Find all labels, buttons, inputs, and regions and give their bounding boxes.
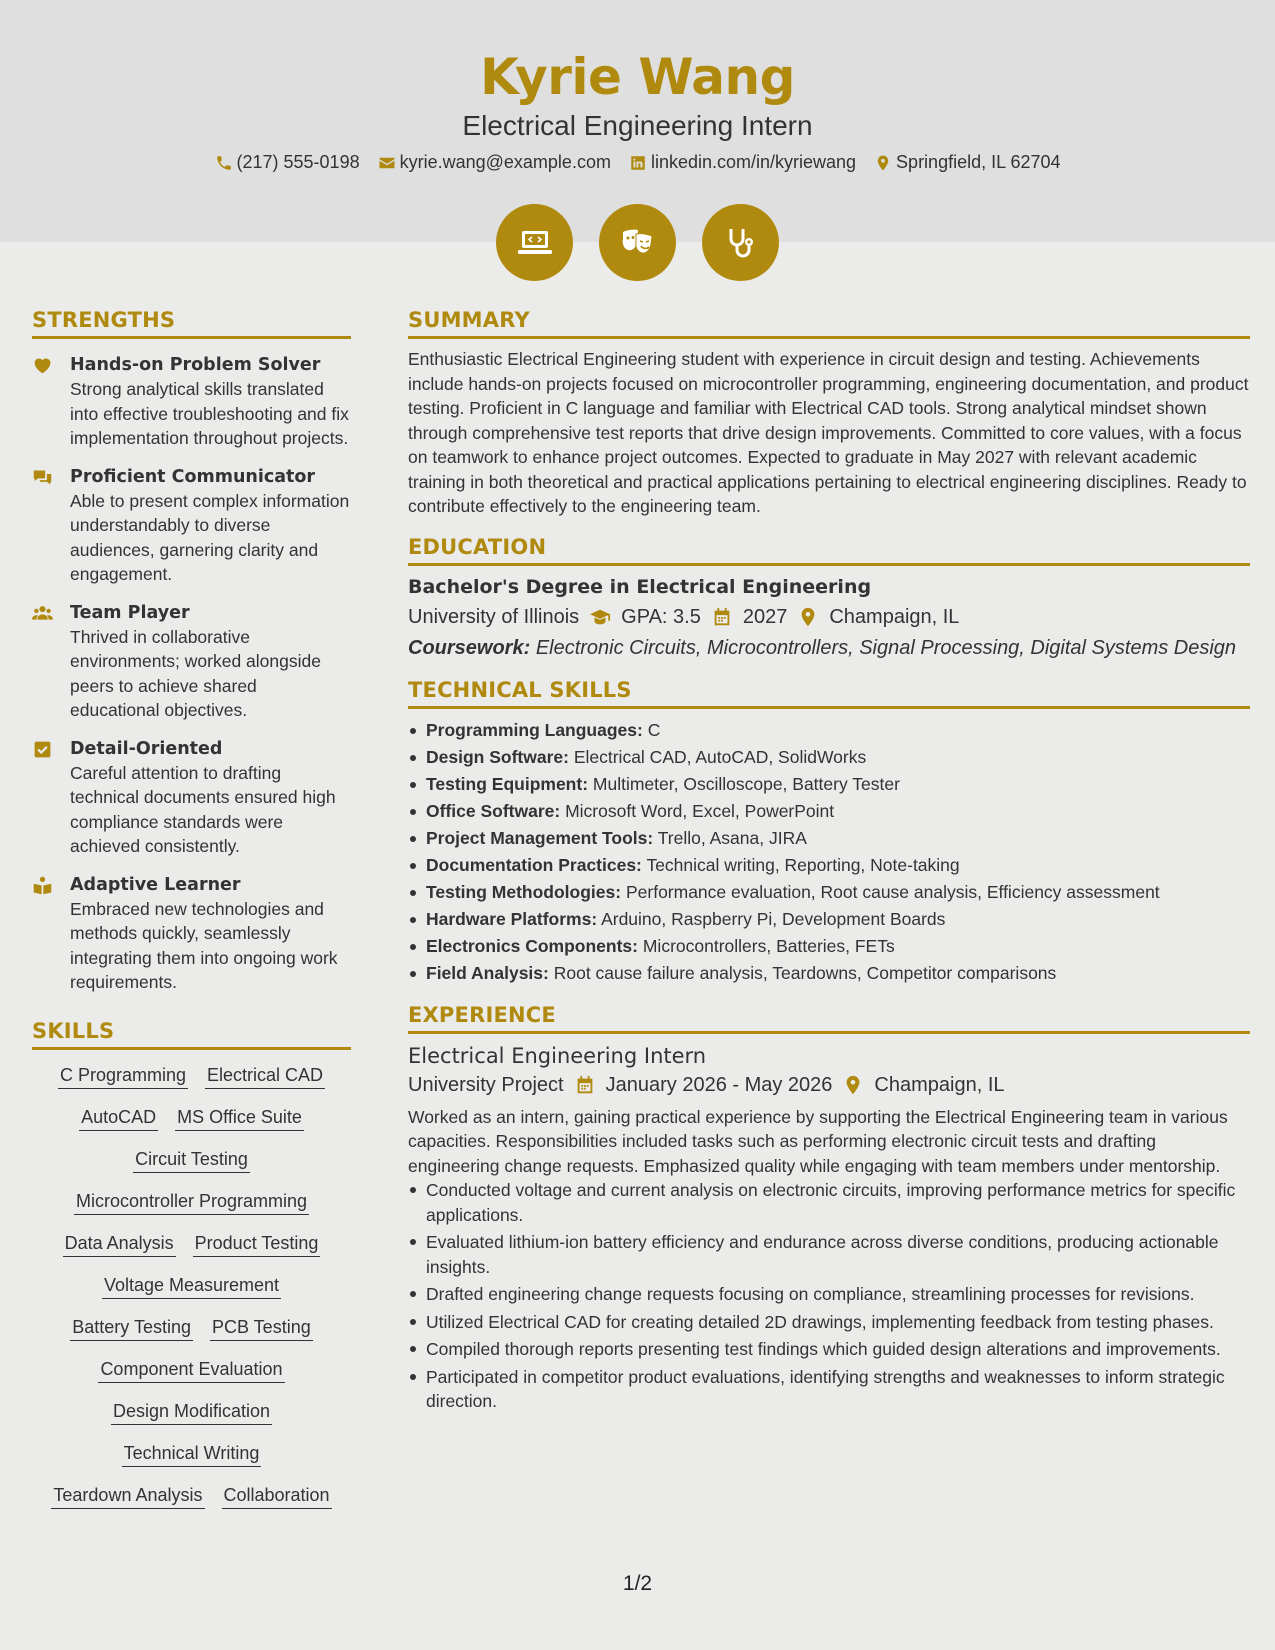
list-item: Conducted voltage and current analysis on electronic circuits, improving performance metrics for specific applications. bbox=[408, 1178, 1250, 1227]
skill-tag: Technical Writing bbox=[122, 1442, 262, 1467]
summary-heading: SUMMARY bbox=[408, 308, 1250, 339]
strength-title: Team Player bbox=[70, 602, 190, 623]
comments-icon bbox=[32, 467, 53, 488]
strengths-heading: STRENGTHS bbox=[32, 308, 351, 339]
tech-value: Microcontrollers, Batteries, FETs bbox=[642, 935, 895, 956]
strength-item bbox=[32, 465, 351, 587]
job-title: Electrical Engineering Intern bbox=[462, 110, 813, 141]
skill-tag: MS Office Suite bbox=[175, 1106, 304, 1131]
contact-location bbox=[874, 152, 1060, 173]
tech-label: Hardware Platforms: bbox=[426, 908, 598, 929]
list-item bbox=[408, 960, 1250, 987]
calendar-icon bbox=[711, 606, 733, 628]
stethoscope-icon bbox=[702, 204, 779, 281]
strength-title: Proficient Communicator bbox=[70, 466, 316, 487]
strength-title: Adaptive Learner bbox=[70, 874, 241, 895]
experience-org: University Project bbox=[408, 1073, 564, 1096]
check-square-icon bbox=[32, 739, 53, 760]
tech-value: Arduino, Raspberry Pi, Development Boards bbox=[601, 908, 946, 929]
tech-label: Testing Equipment: bbox=[426, 773, 589, 794]
tech-value: Trello, Asana, JIRA bbox=[657, 827, 807, 848]
list-item: Utilized Electrical CAD for creating detailed 2D drawings, implementing feedback from testing phases. bbox=[408, 1310, 1250, 1335]
map-pin-icon bbox=[842, 1074, 864, 1096]
book-reader-icon bbox=[32, 875, 53, 896]
left-column bbox=[32, 308, 351, 1509]
envelope-icon bbox=[378, 154, 396, 172]
skill-tag: Component Evaluation bbox=[98, 1358, 284, 1383]
summary-text: Enthusiastic Electrical Engineering student with experience in circuit design and testing. Achievements include hands-on projects focused on microcontroller programming, engineering documentation, and product testing. Proficient in C language and familiar with Electrical CAD tools. Strong analytical mindset shown through comprehensive test reports that drive design improvements. Committed to core values, with a focus on teamwork to enhance project outcomes. Expected to graduate in May 2027 with relevant academic training in both theoretical and practical applications pertaining to electrical engineering disciplines. Ready to contribute effectively to the engineering team. bbox=[408, 349, 1249, 516]
calendar-icon bbox=[574, 1074, 596, 1096]
technical-skills-list bbox=[408, 717, 1250, 987]
contact-linkedin[interactable] bbox=[629, 152, 856, 173]
skills-heading: SKILLS bbox=[32, 1019, 351, 1050]
list-item bbox=[408, 744, 1250, 771]
tech-value: Performance evaluation, Root cause analysis, Efficiency assessment bbox=[625, 881, 1160, 902]
candidate-name: Kyrie Wang bbox=[480, 48, 795, 106]
skill-tag: Circuit Testing bbox=[133, 1148, 250, 1173]
phone-text: (217) 555-0198 bbox=[236, 152, 360, 172]
list-item: Evaluated lithium-ion battery efficiency and endurance across diverse conditions, producing actionable insights. bbox=[408, 1230, 1250, 1279]
list-item: Participated in competitor product evaluations, identifying strengths and weaknesses to inform strategic direction. bbox=[408, 1365, 1250, 1414]
page-number: 1/2 bbox=[622, 1572, 653, 1595]
gpa: GPA: 3.5 bbox=[621, 605, 701, 628]
skill-tag: Design Modification bbox=[111, 1400, 272, 1425]
tech-value: C bbox=[647, 719, 661, 740]
tech-label: Project Management Tools: bbox=[426, 827, 654, 848]
contact-bar bbox=[0, 152, 1275, 173]
heart-icon bbox=[32, 355, 53, 376]
experience-location: Champaign, IL bbox=[874, 1073, 1005, 1096]
skill-tag: Product Testing bbox=[193, 1232, 321, 1257]
graduation-cap-icon bbox=[589, 606, 611, 628]
technical-skills-heading: TECHNICAL SKILLS bbox=[408, 678, 1250, 709]
strength-item bbox=[32, 353, 351, 451]
strength-desc: Strong analytical skills translated into effective troubleshooting and fix implementation throughout projects. bbox=[70, 379, 349, 448]
skill-tag: Data Analysis bbox=[63, 1232, 176, 1257]
experience-details bbox=[408, 1074, 1250, 1097]
school-name: University of Illinois bbox=[408, 605, 580, 628]
list-item bbox=[408, 906, 1250, 933]
experience-dates: January 2026 - May 2026 bbox=[605, 1073, 833, 1096]
phone-icon bbox=[215, 154, 233, 172]
strength-desc: Able to present complex information understandably to diverse audiences, garnering clarity and engagement. bbox=[70, 490, 350, 584]
experience-desc: Worked as an intern, gaining practical experience by supporting the Electrical Engineering team in various capacities. Responsibilities included tasks such as performing electronic circuit tests and drafting engineering change requests. Emphasized quality while engaging with team members under mentorship. bbox=[408, 1106, 1228, 1176]
strength-title: Detail-Oriented bbox=[70, 738, 223, 759]
skill-tag: Electrical CAD bbox=[205, 1064, 325, 1089]
strength-desc: Thrived in collaborative environments; worked alongside peers to achieve shared educational objectives. bbox=[70, 626, 321, 720]
list-item bbox=[408, 717, 1250, 744]
tech-label: Electronics Components: bbox=[426, 935, 638, 956]
email-text: kyrie.wang@example.com bbox=[399, 152, 611, 172]
coursework-label: Coursework: bbox=[408, 636, 531, 659]
map-pin-icon bbox=[797, 606, 819, 628]
location-text: Springfield, IL 62704 bbox=[896, 152, 1061, 172]
list-item bbox=[408, 933, 1250, 960]
strength-title: Hands-on Problem Solver bbox=[70, 355, 321, 375]
skill-tag: Battery Testing bbox=[70, 1316, 193, 1341]
tech-label: Programming Languages: bbox=[426, 719, 643, 740]
list-item bbox=[408, 879, 1250, 906]
coursework bbox=[408, 637, 1250, 660]
experience-bullets bbox=[408, 1178, 1250, 1414]
tech-value: Microsoft Word, Excel, PowerPoint bbox=[565, 800, 835, 821]
list-item bbox=[408, 771, 1250, 798]
list-item: Compiled thorough reports presenting test findings which guided design alterations and improvements. bbox=[408, 1337, 1250, 1362]
experience-heading: EXPERIENCE bbox=[408, 1003, 1250, 1034]
contact-phone[interactable] bbox=[215, 152, 360, 173]
tech-value: Root cause failure analysis, Teardowns, Competitor comparisons bbox=[553, 962, 1057, 983]
laptop-code-icon bbox=[496, 204, 573, 281]
list-item: Drafted engineering change requests focusing on compliance, streamlining processes for revisions. bbox=[408, 1282, 1250, 1307]
tech-label: Design Software: bbox=[426, 746, 569, 767]
list-item bbox=[408, 852, 1250, 879]
skill-tag: Collaboration bbox=[222, 1484, 332, 1509]
contact-email[interactable] bbox=[378, 152, 611, 173]
list-item bbox=[408, 798, 1250, 825]
tech-value: Technical writing, Reporting, Note-taking bbox=[646, 854, 960, 875]
skill-tag: AutoCAD bbox=[79, 1106, 158, 1131]
strength-item bbox=[32, 601, 351, 723]
tech-label: Documentation Practices: bbox=[426, 854, 642, 875]
tech-label: Field Analysis: bbox=[426, 962, 549, 983]
tech-label: Office Software: bbox=[426, 800, 561, 821]
strength-item bbox=[32, 873, 351, 995]
coursework-text: Electronic Circuits, Microcontrollers, Signal Processing, Digital Systems Design bbox=[535, 636, 1237, 659]
degree-title: Bachelor's Degree in Electrical Engineering bbox=[408, 575, 872, 598]
skill-tag: Microcontroller Programming bbox=[74, 1190, 309, 1215]
education-heading: EDUCATION bbox=[408, 535, 1250, 566]
skill-tag: Teardown Analysis bbox=[51, 1484, 204, 1509]
tech-value: Electrical CAD, AutoCAD, SolidWorks bbox=[573, 746, 867, 767]
skill-tag: PCB Testing bbox=[210, 1316, 313, 1341]
skill-tag: Voltage Measurement bbox=[102, 1274, 281, 1299]
hobby-icons bbox=[0, 204, 1275, 281]
experience-title: Electrical Engineering Intern bbox=[408, 1043, 707, 1068]
map-pin-icon bbox=[874, 154, 892, 172]
skill-tag: C Programming bbox=[58, 1064, 188, 1089]
strength-desc: Careful attention to drafting technical documents ensured high compliance standards were achieved consistently. bbox=[70, 762, 336, 856]
linkedin-icon bbox=[629, 154, 647, 172]
users-icon bbox=[32, 603, 53, 624]
theater-masks-icon bbox=[599, 204, 676, 281]
tech-value: Multimeter, Oscilloscope, Battery Tester bbox=[592, 773, 900, 794]
strength-desc: Embraced new technologies and methods quickly, seamlessly integrating them into ongoing work requirements. bbox=[70, 898, 338, 992]
school-location: Champaign, IL bbox=[829, 605, 960, 628]
skills-list bbox=[32, 1064, 351, 1509]
strength-item bbox=[32, 737, 351, 859]
education-details bbox=[408, 606, 1250, 629]
right-column bbox=[408, 308, 1250, 1417]
list-item bbox=[408, 825, 1250, 852]
linkedin-text: linkedin.com/in/kyriewang bbox=[650, 152, 857, 172]
tech-label: Testing Methodologies: bbox=[426, 881, 622, 902]
grad-year: 2027 bbox=[742, 605, 788, 628]
